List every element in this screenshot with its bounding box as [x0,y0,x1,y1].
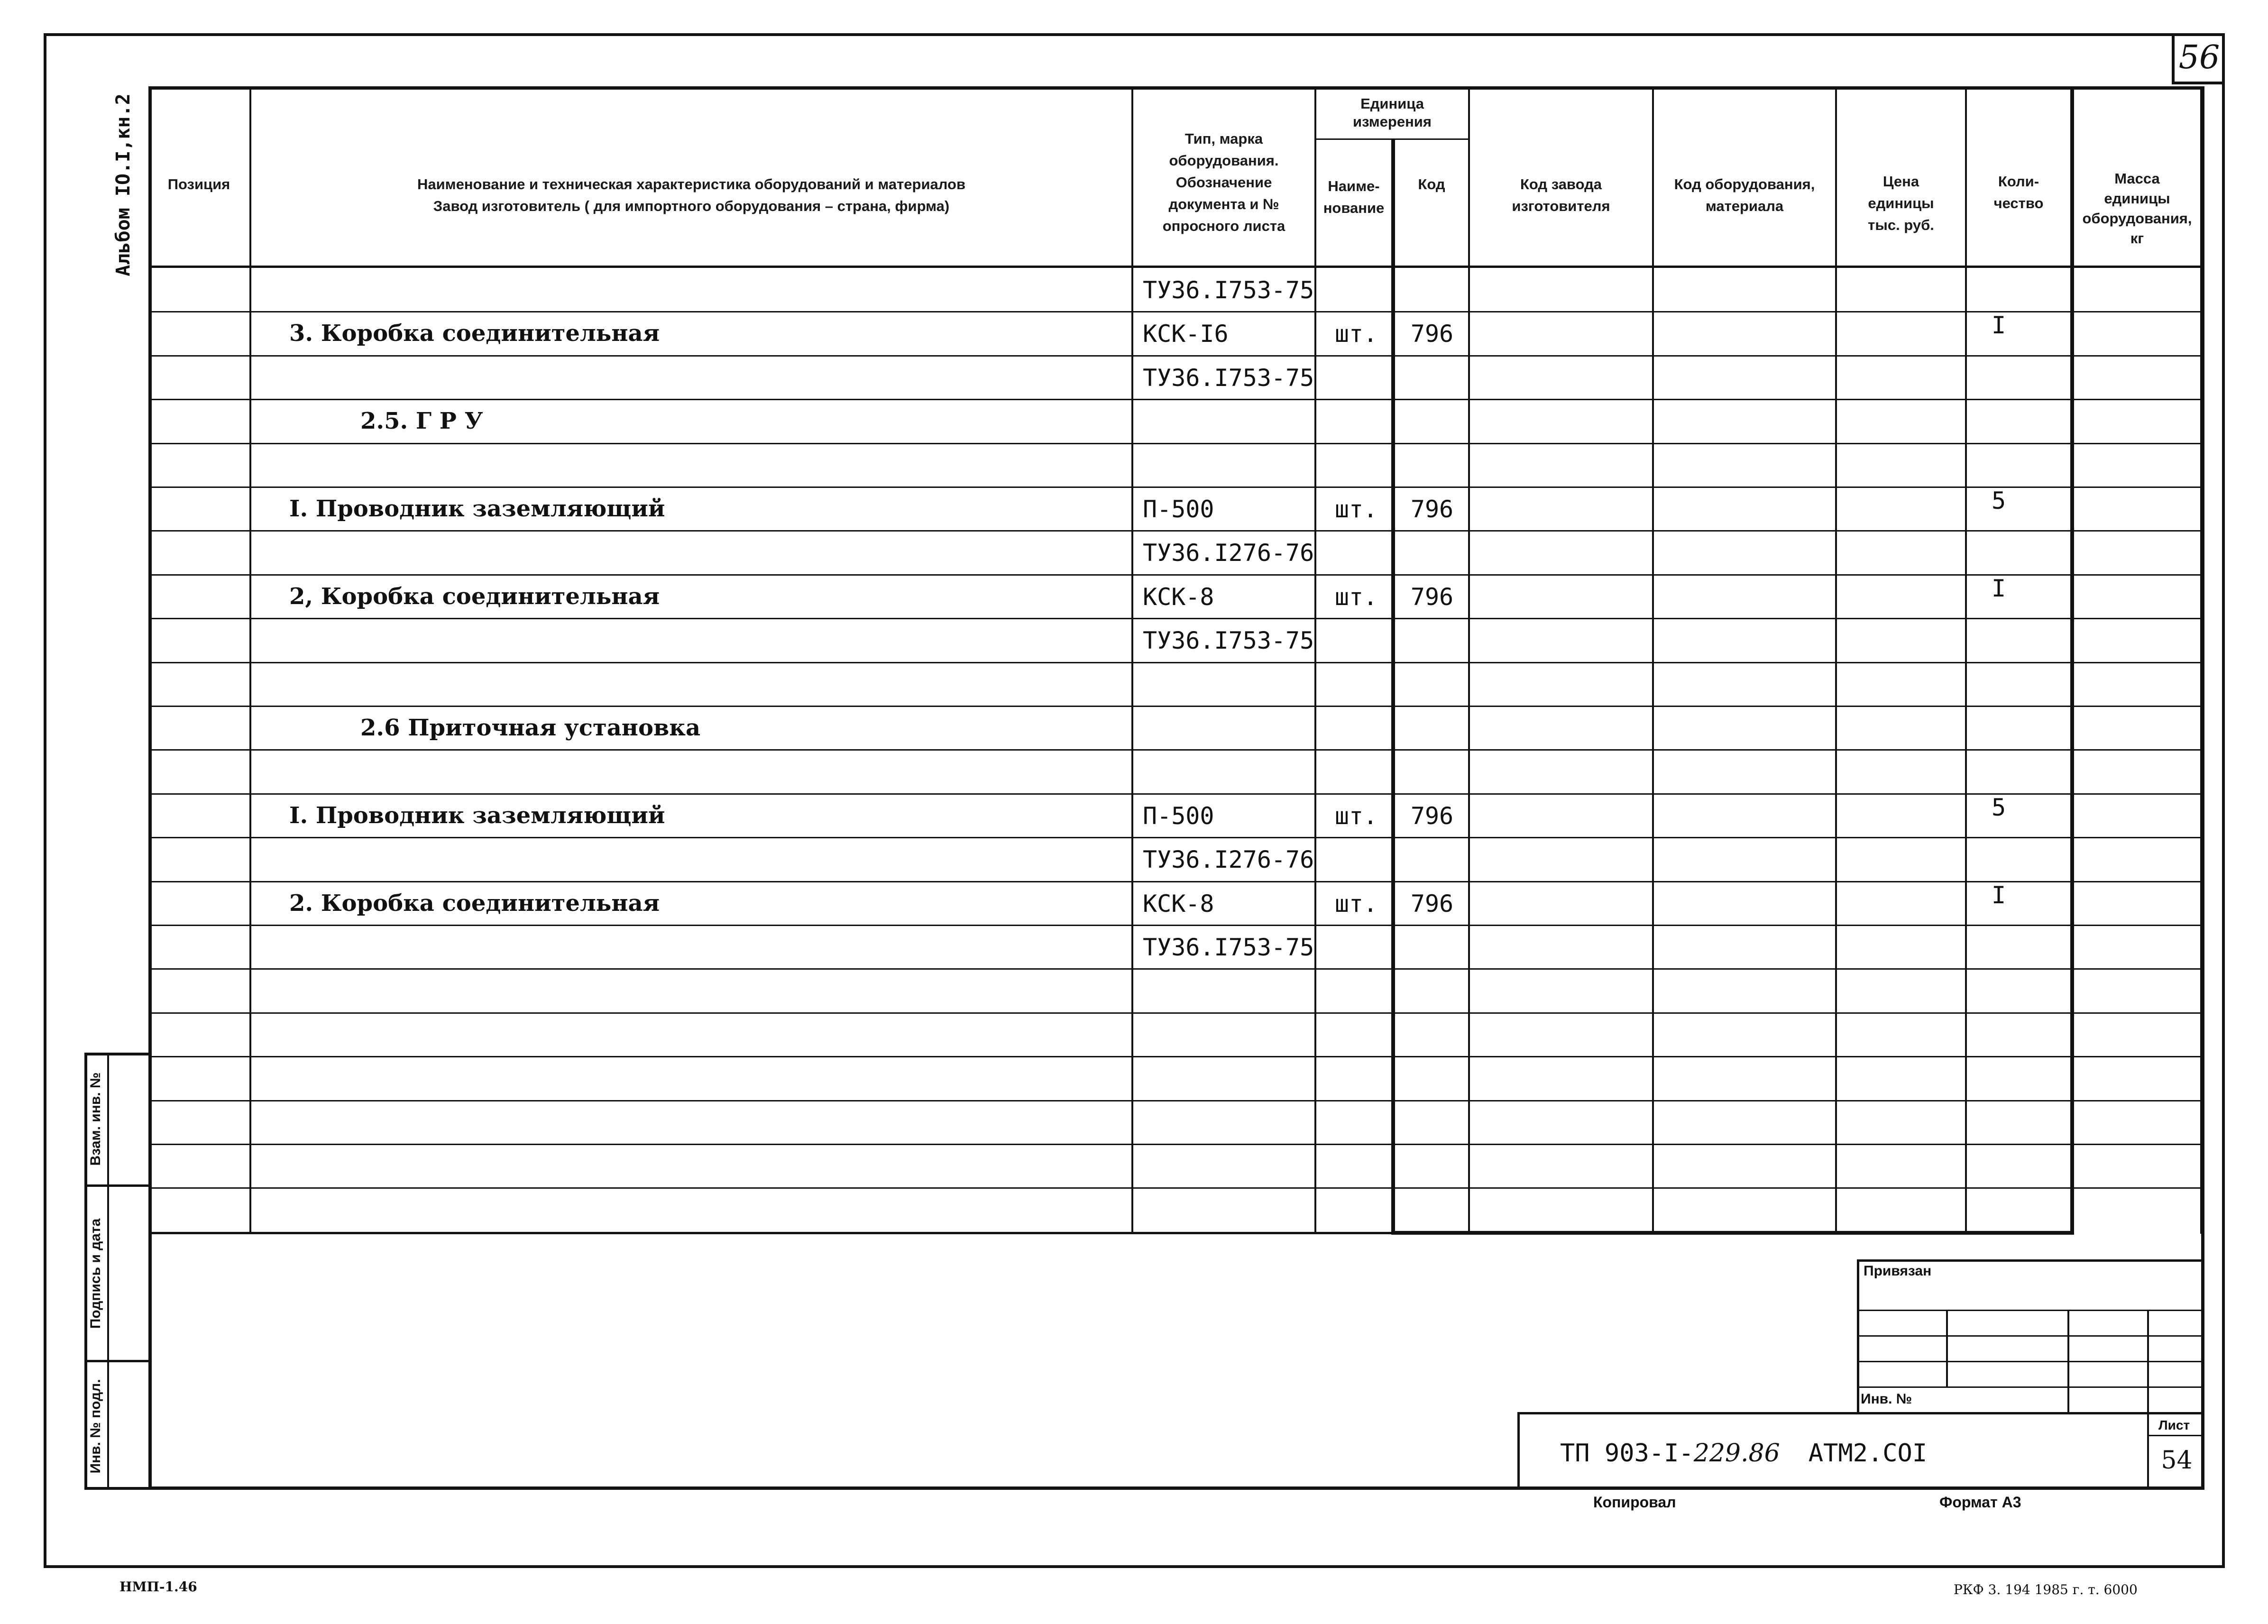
header-qty-line: чество [1993,195,2044,211]
side-stamp-divider [107,1053,109,1490]
header-mass [2074,169,2200,248]
row-qty: I [1992,574,2006,602]
header-position: Позиция [167,176,230,193]
unit-group-line [1314,138,1470,140]
table-row [0,1101,2268,1144]
header-type [1133,128,1314,237]
row-name: 3. Коробка соединительная [289,320,660,347]
row-name: I. Проводник заземляющий [289,802,665,829]
header-equip-code-line: материала [1705,198,1784,214]
inv-no-label: Инв. № [1861,1391,1912,1407]
row-type: КСК-I6 [1143,320,1229,348]
privyazan-line [1857,1361,2204,1362]
row-type: КСК-8 [1143,583,1214,611]
table-row [0,618,2268,662]
format-label: Формат А3 [1939,1494,2021,1511]
side-stamp-podpis: Подпись и дата [88,1218,103,1329]
doc-prefix: ТП 903-I- [1560,1439,1694,1468]
row-type: КСК-8 [1143,890,1214,918]
table-row [0,443,2268,487]
header-type-line: опросного листа [1162,218,1286,234]
row-name: 2.5. Г Р У [360,408,483,435]
row-type: ТУ36.I753-75 [1143,934,1314,961]
table-row [0,399,2268,443]
row-name: 2.6 Приточная установка [360,715,701,741]
footer-left: НМП-1.46 [119,1579,197,1595]
footer-right: РКФ 3. 194 1985 г. т. 6000 [1954,1582,2138,1597]
header-mass-line: оборудования, [2082,210,2192,227]
kopiroval-label: Копировал [1593,1494,1676,1511]
privyazan-line [1857,1310,2204,1311]
header-mass-line: единицы [2104,190,2170,207]
sheet-label: Лист [2158,1418,2190,1432]
row-qty: I [1992,312,2006,339]
corner-sheet-number: 56 [2178,39,2220,76]
privyazan-col [2147,1310,2149,1412]
row-type: П-500 [1143,802,1214,830]
header-qty [1967,171,2070,214]
row-type: ТУ36.I753-75 [1143,627,1314,655]
row-type: ТУ36.I753-75 [1143,364,1314,392]
table-row [0,837,2268,881]
table-row [0,268,2268,312]
album-label: Альбом IO.I,кн.2 [112,93,134,276]
row-name: 2. Коробка соединительная [289,890,660,917]
row-unit: шт. [1334,320,1378,348]
table-row [0,1144,2268,1188]
header-unit-group [1316,95,1468,131]
doc-suffix: АТМ2.СОI [1808,1439,1928,1468]
table-row [0,925,2268,969]
header-unit-group-line: Единица [1360,95,1424,112]
row-name: I. Проводник заземляющий [289,495,665,522]
privyazan-col [1946,1310,1948,1386]
row-type: ТУ36.I753-75 [1143,276,1314,304]
row-code: 796 [1410,583,1454,611]
header-type-line: Обозначение [1175,174,1272,191]
privyazan-label: Привязан [1864,1263,1932,1279]
table-row [0,1013,2268,1056]
header-plant-code-line: изготовителя [1512,198,1610,214]
row-qty: 5 [1992,487,2006,514]
side-stamp-line [84,1360,148,1362]
row-unit: шт. [1334,583,1378,611]
header-unit-group-line: измерения [1353,113,1432,130]
table-row [0,487,2268,531]
table-row [0,969,2268,1012]
row-unit: шт. [1334,802,1378,830]
header-price-line: тыс. руб. [1868,217,1934,233]
row-name: 2, Коробка соединительная [289,583,660,610]
row-type: ТУ36.I276-76 [1143,846,1314,874]
table-row [0,575,2268,618]
header-unit-name-line: Наиме- [1328,178,1380,194]
row-code: 796 [1410,320,1454,348]
side-stamp-inv-podl: Инв. № подл. [88,1379,103,1474]
table-row [0,794,2268,837]
header-mass-line: кг [2130,230,2144,247]
header-equip-code [1654,174,1835,217]
row-code: 796 [1410,495,1454,523]
sheet-number: 54 [2161,1446,2193,1475]
header-plant-code [1470,174,1652,217]
header-unit-code: Код [1418,176,1445,193]
header-equip-code-line: Код оборудования, [1674,176,1815,193]
header-type-line: Тип, марка [1185,130,1263,147]
header-type-line: оборудования. [1169,152,1279,169]
header-unit-name-line: нование [1323,200,1385,216]
table-row [0,706,2268,750]
table-row [0,356,2268,399]
header-name-line1: Наименование и техническая характеристика оборудований и материалов [417,176,966,193]
table-row [0,881,2268,925]
header-qty-line: Коли- [1998,173,2039,190]
header-name-line2: Завод изготовитель ( для импортного оборудования – страна, фирма) [433,198,950,214]
header-type-line: документа и № [1168,196,1279,212]
header-mass-line: Масса [2114,170,2160,187]
header-price-line: единицы [1868,195,1934,211]
row-code: 796 [1410,802,1454,830]
privyazan-col [2067,1310,2069,1412]
doc-handwritten: 229.86 [1693,1439,1780,1468]
row-type: П-500 [1143,495,1214,523]
header-unit-name [1316,175,1391,219]
table-row [0,662,2268,706]
row-qty: 5 [1992,793,2006,821]
row-unit: шт. [1334,495,1378,523]
header-plant-code-line: Код завода [1520,176,1602,193]
row-qty: I [1992,881,2006,909]
header-price [1837,171,1965,236]
privyazan-line [1857,1386,2204,1388]
table-bottom-line [148,1232,1393,1234]
table-row [0,531,2268,574]
table-row [0,750,2268,793]
table-row [0,312,2268,355]
doc-designation [1560,1437,1927,1470]
table-row [0,1056,2268,1100]
privyazan-line [1857,1335,2204,1337]
header-price-line: Цена [1882,173,1919,190]
row-type: ТУ36.I276-76 [1143,539,1314,567]
side-stamp-vzam: Взам. инв. № [88,1072,103,1166]
row-code: 796 [1410,890,1454,918]
sheet-label-line [2147,1435,2204,1436]
row-unit: шт. [1334,890,1378,918]
table-row [0,1188,2268,1231]
